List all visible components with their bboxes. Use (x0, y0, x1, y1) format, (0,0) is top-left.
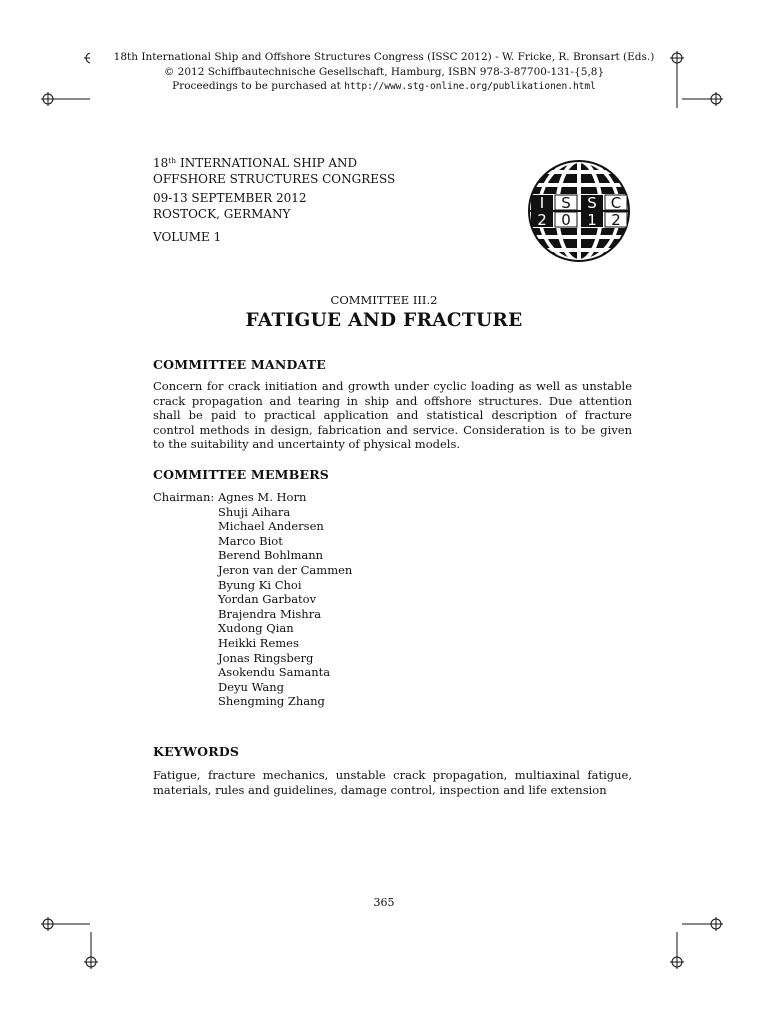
member-name: Jeron van der Cammen (218, 562, 353, 577)
copyright-header (0, 50, 768, 95)
committee-label: COMMITTEE III.2 (330, 293, 438, 307)
congress-name-part: INTERNATIONAL SHIP AND (176, 156, 358, 170)
member-name: Jonas Ringsberg (218, 650, 314, 665)
member-name: Byung Ki Choi (218, 577, 302, 592)
crop-mark-bottom-left (40, 912, 98, 974)
member-name: Xudong Qian (218, 621, 294, 636)
keywords-text: Fatigue, fracture mechanics, unstable crack propagation, multiaxinal fatigue, materials, rules and guidelines, damage control, inspection and life extension (153, 768, 632, 797)
member-name: Agnes M. Horn (218, 490, 307, 504)
member-name: Shuji Aihara (218, 504, 291, 519)
keywords-heading: KEYWORDS (153, 744, 240, 759)
member-name: Shengming Zhang (218, 694, 325, 709)
page-title: FATIGUE AND FRACTURE (245, 310, 523, 331)
logo-digit-2b: 2 (611, 211, 621, 229)
member-name: Asokendu Samanta (218, 665, 331, 680)
header-purchase-text: Proceedings to be purchased at (172, 80, 345, 92)
congress-number: 18 (153, 156, 169, 170)
volume-label: VOLUME 1 (153, 230, 222, 244)
crop-mark-top-left (40, 45, 90, 110)
member-name: Brajendra Mishra (218, 606, 322, 621)
member-name: Heikki Remes (218, 635, 299, 650)
member-name: Marco Biot (218, 533, 283, 548)
crop-mark-top-right (670, 45, 728, 110)
page-number: 365 (373, 896, 395, 909)
member-name: Berend Bohlmann (218, 548, 324, 563)
logo-letter-i: I (539, 194, 545, 212)
members-list (218, 490, 352, 709)
congress-number-suffix: th (168, 156, 177, 165)
issc-logo (524, 156, 634, 266)
congress-line-1 (153, 155, 395, 171)
congress-info (153, 155, 395, 245)
publications-link[interactable]: http://www.stg-online.org/publikationen.html (344, 81, 596, 92)
congress-location: ROSTOCK, GERMANY (153, 207, 291, 221)
header-line-3 (0, 79, 768, 95)
member-name: Michael Andersen (218, 519, 324, 534)
logo-letter-c: C (610, 194, 622, 212)
logo-digit-1: 1 (587, 211, 597, 229)
crop-mark-bottom-right (670, 912, 728, 974)
mandate-text: Concern for crack initiation and growth under cyclic loading as well as unstable crack propagation and tearing in ship and offshore structures. Due attention shall be paid to practical application and statistical description of fracture control methods in design, fabrication and service. Consideration is to be given to the suitability and uncertainty of physical models. (153, 379, 632, 452)
congress-line-2: OFFSHORE STRUCTURES CONGRESS (153, 172, 396, 186)
logo-digit-0: 0 (561, 211, 571, 229)
header-line-2: © 2012 Schiffbautechnische Gesellschaft, Hamburg, ISBN 978-3-87700-131-{5,8} (163, 65, 605, 78)
header-line-1: 18th International Ship and Offshore Structures Congress (ISSC 2012) - W. Fricke, R. Bronsart (Eds.) (113, 51, 655, 63)
logo-letter-s2: S (587, 194, 597, 212)
logo-digit-2a: 2 (537, 211, 547, 229)
chairman-label: Chairman: (153, 490, 215, 504)
mandate-heading: COMMITTEE MANDATE (153, 357, 326, 372)
logo-letter-s1: S (561, 194, 571, 212)
member-name: Deyu Wang (218, 679, 285, 694)
member-name: Yordan Garbatov (218, 592, 317, 607)
members-heading: COMMITTEE MEMBERS (153, 467, 330, 482)
congress-dates: 09-13 SEPTEMBER 2012 (153, 191, 307, 205)
